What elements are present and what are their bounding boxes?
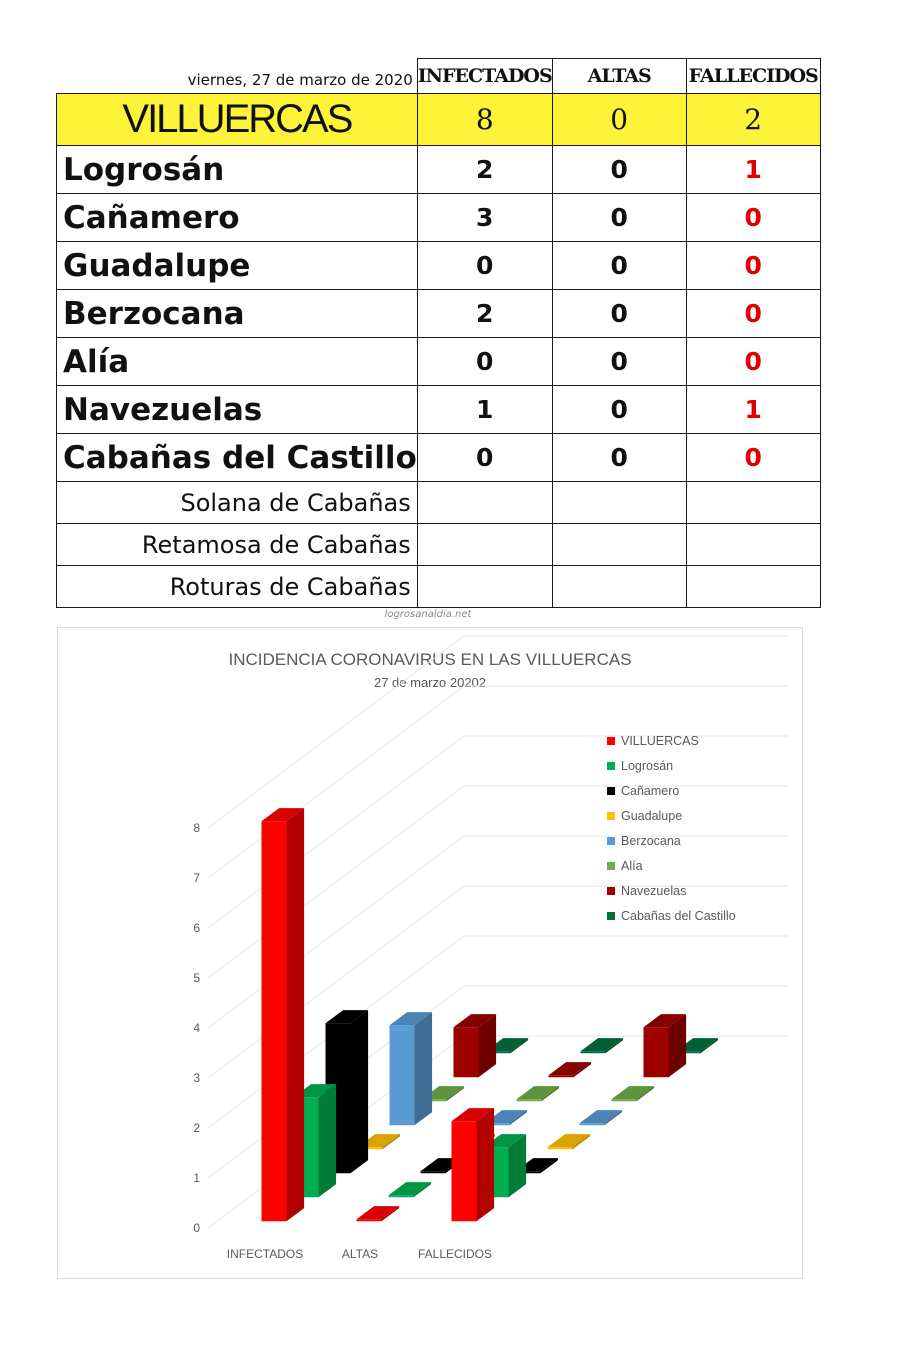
- bar-front: [549, 1075, 574, 1077]
- town-name: Cabañas del Castillo: [57, 434, 418, 482]
- town-infectados: 1: [417, 386, 552, 434]
- legend-label: Guadalupe: [621, 809, 683, 823]
- bar-front: [357, 1219, 382, 1221]
- table-row: [57, 566, 821, 608]
- town-infectados: 0: [417, 338, 552, 386]
- town-altas: 0: [552, 194, 686, 242]
- header-infectados: INFECTADOS: [417, 59, 552, 94]
- table-row: [57, 524, 821, 566]
- bar-side: [319, 1084, 337, 1197]
- chart-plot: [58, 628, 802, 1278]
- x-tick-label: INFECTADOS: [226, 1247, 304, 1261]
- legend-label: Navezuelas: [621, 884, 687, 898]
- report-date: viernes, 27 de marzo de 2020: [187, 71, 413, 89]
- table-row: [57, 434, 821, 482]
- bar: [454, 1014, 497, 1077]
- table-row: [57, 290, 821, 338]
- bar-front: [452, 1121, 477, 1221]
- empty-cell: [686, 566, 820, 608]
- town-fallecidos: 1: [686, 146, 820, 194]
- y-tick-label: 8: [193, 821, 200, 835]
- y-tick-label: 2: [193, 1121, 200, 1135]
- watermark: logrosanaldia.net: [384, 609, 472, 620]
- bar: [357, 1206, 400, 1221]
- empty-cell: [552, 482, 686, 524]
- legend-label: Alía: [621, 859, 643, 873]
- town-fallecidos: 0: [686, 194, 820, 242]
- legend-label: Berzocana: [621, 834, 681, 848]
- chart-title: INCIDENCIA CORONAVIRUS EN LAS VILLUERCAS: [228, 650, 632, 669]
- x-tick-label: FALLECIDOS: [417, 1247, 493, 1261]
- x-tick-label: ALTAS: [341, 1247, 379, 1261]
- bar-side: [351, 1010, 369, 1173]
- bar-front: [517, 1099, 542, 1101]
- bar-side: [415, 1012, 433, 1125]
- town-fallecidos: 0: [686, 242, 820, 290]
- y-tick-label: 6: [193, 921, 200, 935]
- town-name: Berzocana: [57, 290, 418, 338]
- town-altas: 0: [552, 434, 686, 482]
- town-name: Cañamero: [57, 194, 418, 242]
- empty-cell: [417, 566, 552, 608]
- table-row: [57, 242, 821, 290]
- bar-side: [287, 808, 305, 1221]
- legend-label: Cabañas del Castillo: [621, 909, 736, 923]
- town-altas: 0: [552, 386, 686, 434]
- y-tick-label: 5: [193, 971, 200, 985]
- bar-front: [644, 1027, 669, 1077]
- table-row: [57, 146, 821, 194]
- bar-front: [421, 1171, 446, 1173]
- bar: [549, 1062, 592, 1077]
- cases-table: [56, 58, 821, 608]
- bar: [644, 1014, 687, 1077]
- town-infectados: 3: [417, 194, 552, 242]
- legend-swatch: [607, 912, 615, 920]
- y-tick-label: 4: [193, 1021, 200, 1035]
- bar: [262, 808, 305, 1221]
- header-fallecidos: FALLECIDOS: [686, 59, 820, 94]
- legend-swatch: [607, 787, 615, 795]
- bar: [389, 1182, 432, 1197]
- y-tick-label: 3: [193, 1071, 200, 1085]
- legend-swatch: [607, 762, 615, 770]
- header-altas: ALTAS: [552, 59, 686, 94]
- town-altas: 0: [552, 290, 686, 338]
- town-fallecidos: 1: [686, 386, 820, 434]
- bar: [581, 1038, 624, 1053]
- town-altas: 0: [552, 338, 686, 386]
- legend-label: Cañamero: [621, 784, 680, 798]
- legend-label: Logrosán: [621, 759, 674, 773]
- region-infectados: 8: [417, 94, 552, 146]
- bar-front: [262, 821, 287, 1221]
- bar-front: [390, 1025, 415, 1125]
- bar: [517, 1086, 560, 1101]
- extra-town-name: Solana de Cabañas: [57, 482, 418, 524]
- legend-swatch: [607, 737, 615, 745]
- region-fallecidos: 2: [686, 94, 820, 146]
- table-row: [57, 482, 821, 524]
- bar-front: [580, 1123, 605, 1125]
- town-altas: 0: [552, 146, 686, 194]
- chart-subtitle: 27 de marzo 20202: [373, 675, 487, 690]
- extra-town-name: Retamosa de Cabañas: [57, 524, 418, 566]
- bar: [390, 1012, 433, 1125]
- town-name: Logrosán: [57, 146, 418, 194]
- town-name: Navezuelas: [57, 386, 418, 434]
- y-tick-label: 1: [193, 1171, 200, 1185]
- empty-cell: [417, 524, 552, 566]
- chart-container: [57, 627, 803, 1279]
- header-row: [57, 59, 821, 94]
- bar: [548, 1134, 591, 1149]
- town-name: Guadalupe: [57, 242, 418, 290]
- y-tick-label: 7: [193, 871, 200, 885]
- table-row: [57, 338, 821, 386]
- empty-cell: [686, 524, 820, 566]
- legend-swatch: [607, 812, 615, 820]
- legend-label: VILLUERCAS: [621, 734, 699, 748]
- bar-front: [581, 1051, 606, 1053]
- bar-front: [548, 1147, 573, 1149]
- town-infectados: 0: [417, 242, 552, 290]
- town-name: Alía: [57, 338, 418, 386]
- legend-swatch: [607, 887, 615, 895]
- legend-swatch: [607, 837, 615, 845]
- bar: [452, 1108, 495, 1221]
- town-fallecidos: 0: [686, 338, 820, 386]
- legend-swatch: [607, 862, 615, 870]
- town-fallecidos: 0: [686, 290, 820, 338]
- region-altas: 0: [552, 94, 686, 146]
- extra-town-name: Roturas de Cabañas: [57, 566, 418, 608]
- region-name: VILLUERCAS: [57, 94, 418, 146]
- bar-front: [454, 1027, 479, 1077]
- empty-cell: [552, 566, 686, 608]
- table-row: [57, 194, 821, 242]
- gridline: [208, 636, 789, 828]
- town-infectados: 2: [417, 290, 552, 338]
- town-altas: 0: [552, 242, 686, 290]
- bar-side: [477, 1108, 495, 1221]
- town-fallecidos: 0: [686, 434, 820, 482]
- empty-cell: [417, 482, 552, 524]
- empty-cell: [686, 482, 820, 524]
- y-tick-label: 0: [193, 1221, 200, 1235]
- bar-front: [612, 1099, 637, 1101]
- empty-cell: [552, 524, 686, 566]
- bar-front: [389, 1195, 414, 1197]
- town-infectados: 0: [417, 434, 552, 482]
- bar: [612, 1086, 655, 1101]
- bar: [580, 1110, 623, 1125]
- region-row: [57, 94, 821, 146]
- town-infectados: 2: [417, 146, 552, 194]
- table-row: [57, 386, 821, 434]
